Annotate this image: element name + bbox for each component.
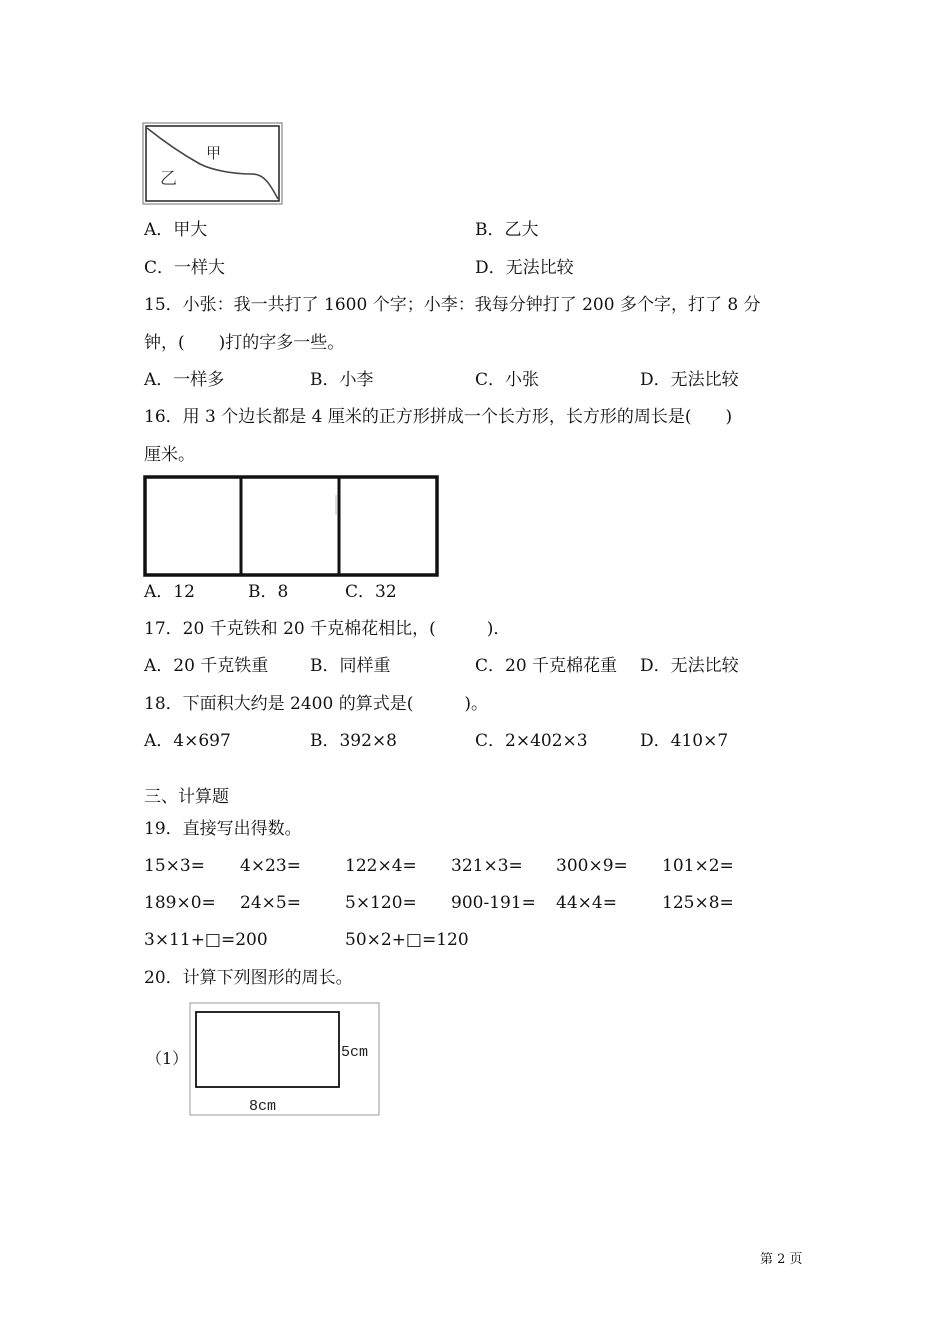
q15-option-a: A．一样多 xyxy=(144,370,225,390)
q15-option-c: C．小张 xyxy=(475,370,540,390)
q19-r3-c2: 50×2+□=120 xyxy=(345,930,469,950)
q19-r1-c1: 15×3= xyxy=(144,856,205,876)
page-number: 第 2 页 xyxy=(760,1252,803,1267)
q19-r1-c6: 101×2= xyxy=(662,856,734,876)
q19-r1-c5: 300×9= xyxy=(556,856,628,876)
q19-r1-c3: 122×4= xyxy=(345,856,417,876)
q18-option-b: B．392×8 xyxy=(310,731,398,751)
q17-option-a: A．20 千克铁重 xyxy=(144,656,269,676)
q16-option-c: C．32 xyxy=(345,582,397,602)
q18-question-line1: 18．下面积大约是 2400 的算式是( )。 xyxy=(144,694,488,714)
q19-r1-c2: 4×23= xyxy=(240,856,301,876)
q15-question-line2: 钟，( )打的字多一些。 xyxy=(144,333,345,353)
q20-sub-label-1: （1） xyxy=(146,1049,189,1068)
q19-r2-c6: 125×8= xyxy=(662,893,734,913)
q19-r2-c1: 189×0= xyxy=(144,893,216,913)
q18-option-d: D．410×7 xyxy=(640,731,729,751)
figure-q14-label-yi: 乙 xyxy=(160,169,177,189)
q18-option-a: A．4×697 xyxy=(144,731,231,751)
figure-q16-svg xyxy=(143,475,439,577)
q14-option-b: B．乙大 xyxy=(475,220,539,240)
q15-option-b: B．小李 xyxy=(310,370,374,390)
figure-q16-outer-rect xyxy=(145,477,437,575)
q17-option-c: C．20 千克棉花重 xyxy=(475,656,618,676)
q16-option-a: A．12 xyxy=(144,582,195,602)
q18-option-c: C．2×402×3 xyxy=(475,731,588,751)
figure-q20-width-label: 8cm xyxy=(249,1098,277,1115)
q19-r1-c4: 321×3= xyxy=(451,856,523,876)
q14-option-a: A．甲大 xyxy=(144,220,208,240)
q19-r3-c1: 3×11+□=200 xyxy=(144,930,268,950)
q16-option-b: B．8 xyxy=(248,582,289,602)
q16-question-line1: 16．用 3 个边长都是 4 厘米的正方形拼成一个长方形，长方形的周长是( ) xyxy=(144,407,733,427)
figure-q20-svg xyxy=(189,1002,381,1116)
figure-q20-rectangle xyxy=(189,1002,381,1116)
figure-q16-three-squares xyxy=(143,475,439,577)
figure-q14-svg xyxy=(142,122,283,205)
section-title-calculation: 三、计算题 xyxy=(144,787,229,807)
q19-r2-c2: 24×5= xyxy=(240,893,301,913)
q17-question-line1: 17．20 千克铁和 20 千克棉花相比，( )． xyxy=(144,619,511,639)
q20-question-line1: 20．计算下列图形的周长。 xyxy=(144,968,353,988)
figure-q20-height-label: 5cm xyxy=(341,1044,369,1061)
q19-question-line1: 19．直接写出得数。 xyxy=(144,819,302,839)
q14-option-c: C．一样大 xyxy=(144,258,226,278)
q19-r2-c5: 44×4= xyxy=(556,893,617,913)
q17-option-d: D．无法比较 xyxy=(640,656,739,676)
figure-q20-shape xyxy=(196,1012,339,1087)
q16-question-line2: 厘米。 xyxy=(144,445,195,465)
q15-option-d: D．无法比较 xyxy=(640,370,739,390)
figure-q14 xyxy=(142,122,283,205)
q15-question-line1: 15．小张：我一共打了 1600 个字；小李：我每分钟打了 200 多个字，打了 8 分 xyxy=(144,295,761,315)
q19-r2-c4: 900-191= xyxy=(451,893,536,913)
q19-r2-c3: 5×120= xyxy=(345,893,417,913)
q14-option-d: D．无法比较 xyxy=(475,258,574,278)
q17-option-b: B．同样重 xyxy=(310,656,391,676)
figure-q14-label-jia: 甲 xyxy=(206,144,222,162)
